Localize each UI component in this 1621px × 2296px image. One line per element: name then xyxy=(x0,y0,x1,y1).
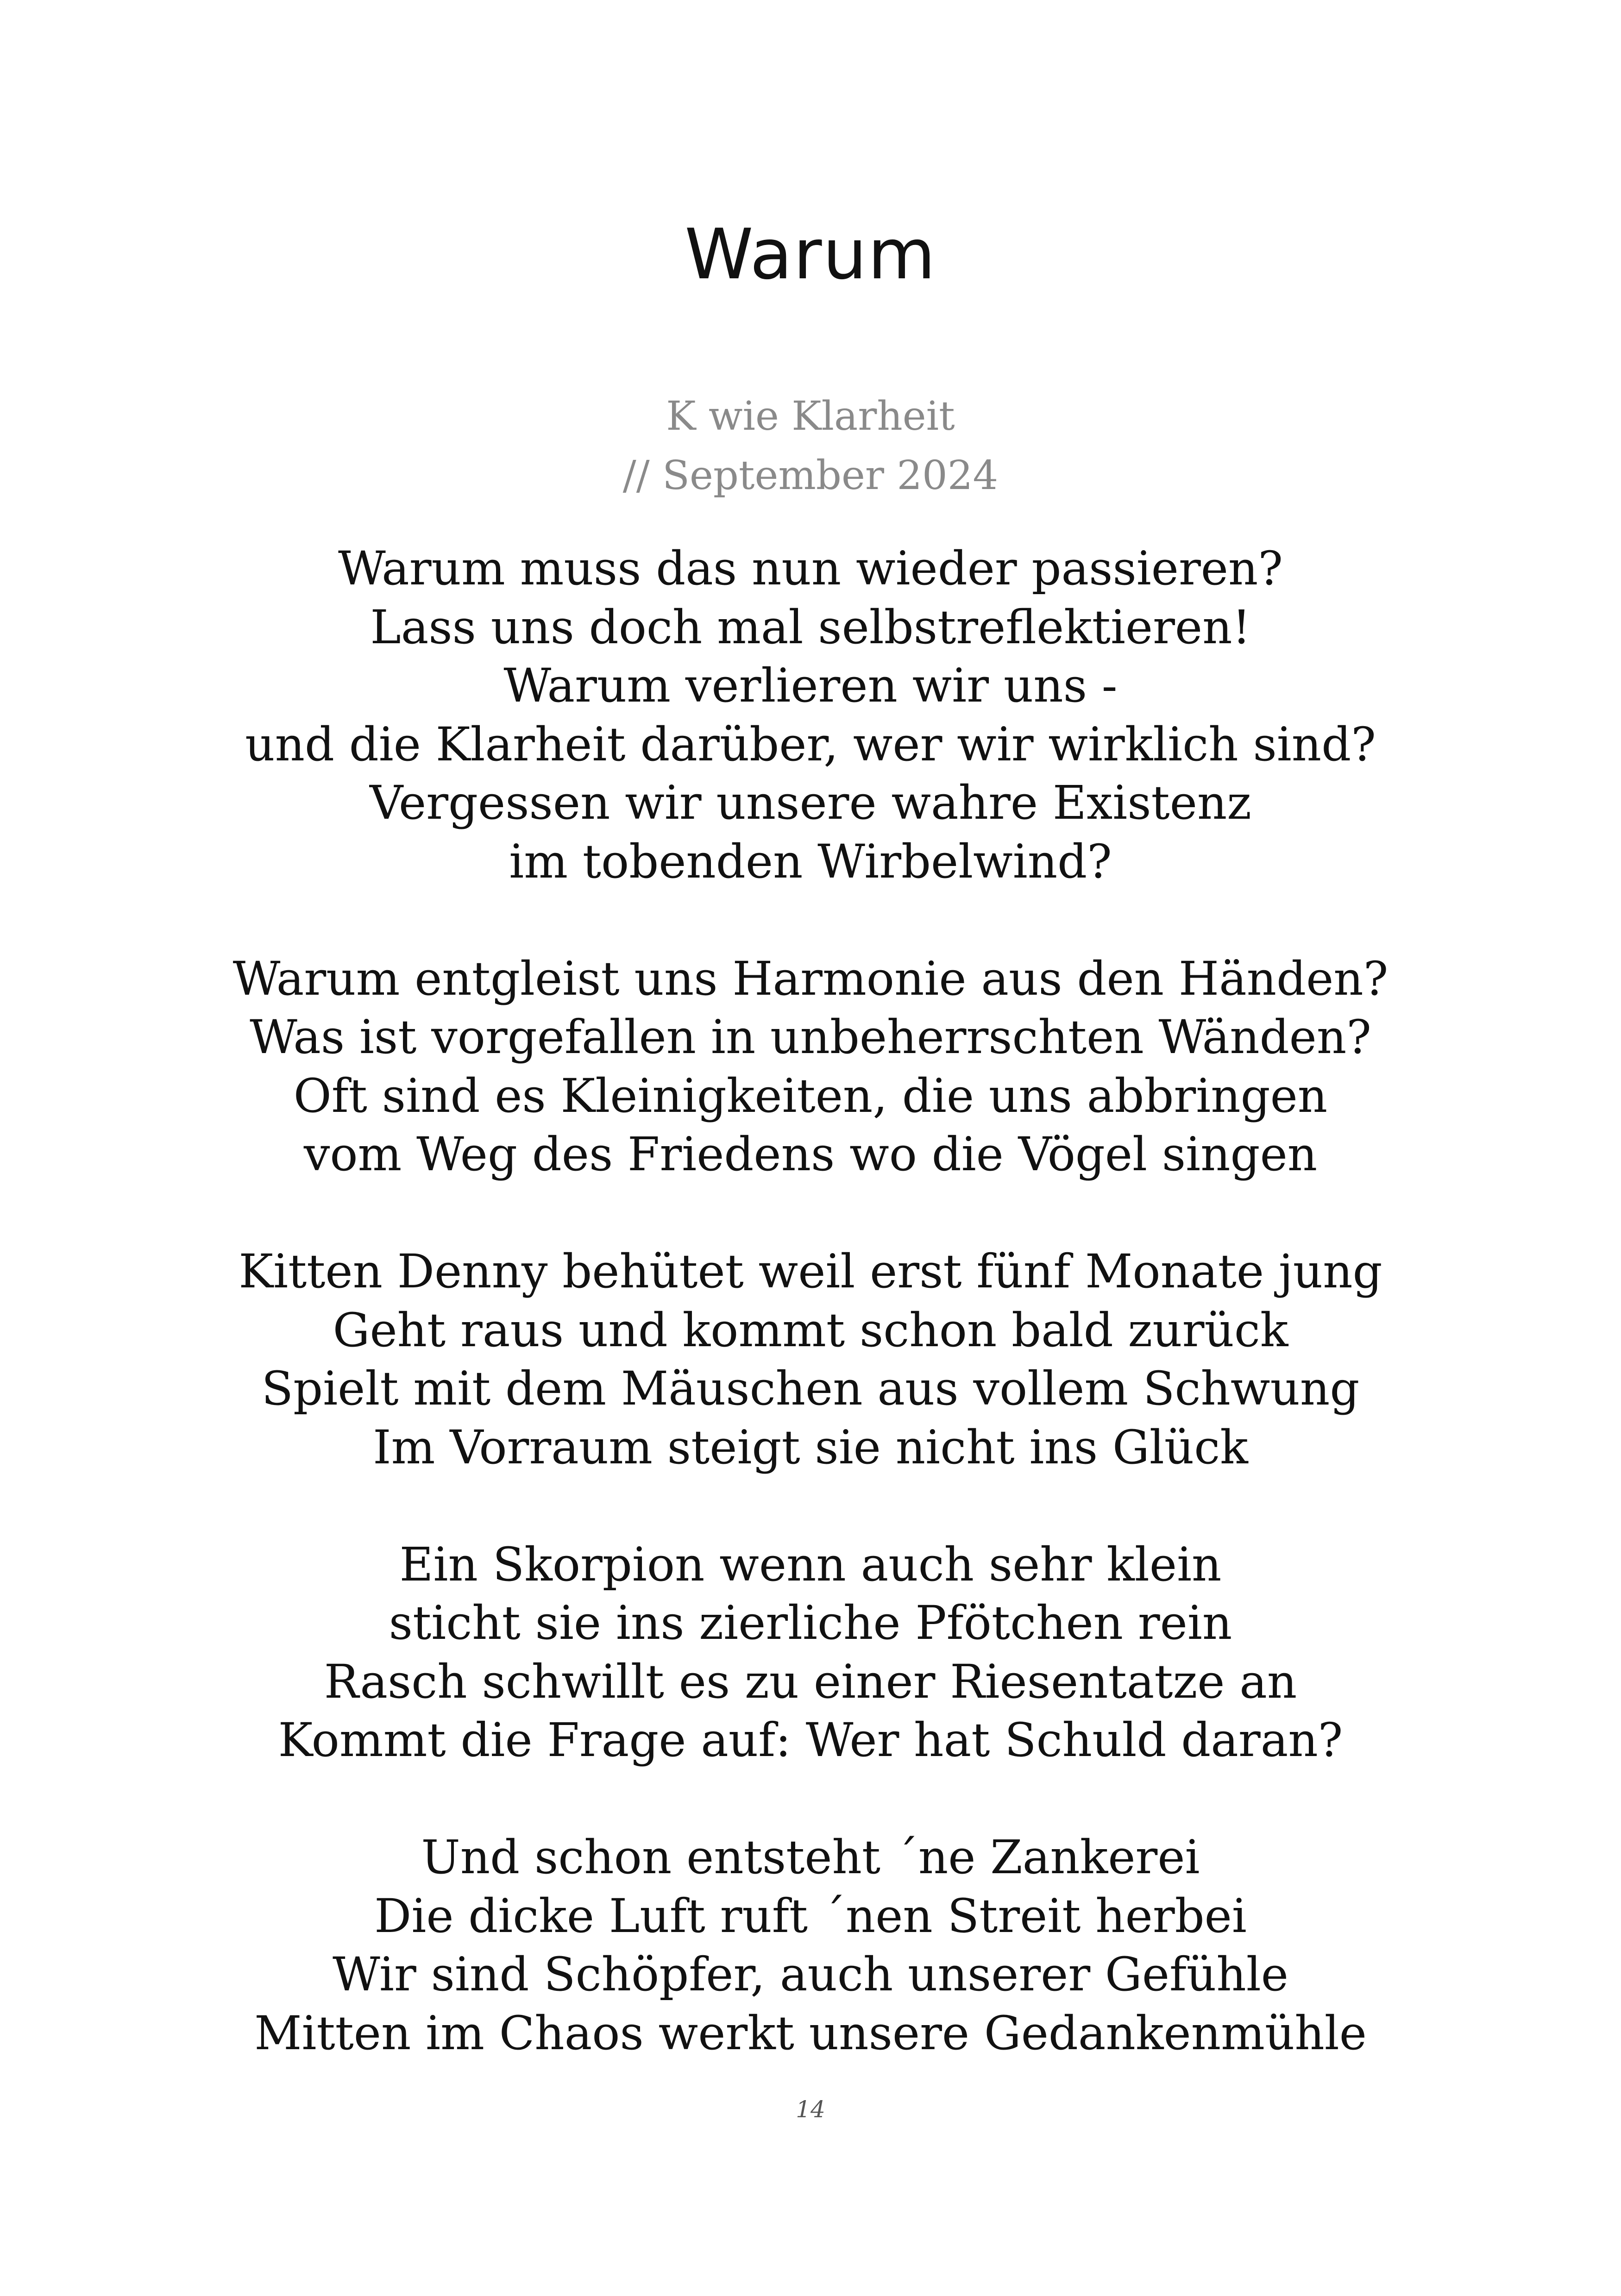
poem-line: Warum verlieren wir uns - xyxy=(503,659,1118,713)
poem-line: sticht sie ins zierliche Pfötchen rein xyxy=(389,1596,1232,1650)
poem-line: Lass uns doch mal selbstreflektieren! xyxy=(370,600,1251,654)
poem-line: Was ist vorgefallen in unbeherrschten Wänden? xyxy=(250,1010,1371,1064)
poem-line: im tobenden Wirbelwind? xyxy=(509,834,1112,889)
poem-line: Geht raus und kommt schon bald zurück xyxy=(333,1303,1288,1357)
poem-line: Ein Skorpion wenn auch sehr klein xyxy=(399,1537,1222,1592)
poem-line: Die dicke Luft ruft ´nen Streit herbei xyxy=(374,1888,1247,1943)
poem-line: Kitten Denny behütet weil erst fünf Monate jung xyxy=(239,1244,1382,1299)
poem-subtitle xyxy=(0,387,1621,505)
stanza xyxy=(0,1536,1621,1770)
subtitle-date: // September 2024 xyxy=(622,452,999,499)
poem-line: Spielt mit dem Mäuschen aus vollem Schwung xyxy=(261,1361,1360,1416)
poem-line: Und schon entsteht ´ne Zankerei xyxy=(421,1830,1200,1884)
poem-line: Im Vorraum steigt sie nicht ins Glück xyxy=(373,1420,1248,1474)
poem-line: vom Weg des Friedens wo die Vögel singen xyxy=(303,1127,1318,1181)
poem-line: Oft sind es Kleinigkeiten, die uns abbringen xyxy=(293,1068,1328,1123)
stanza xyxy=(0,1242,1621,1477)
stanza xyxy=(0,539,1621,891)
poem-line: Mitten im Chaos werkt unsere Gedankenmühle xyxy=(254,2006,1367,2060)
poem-line: und die Klarheit darüber, wer wir wirklich sind? xyxy=(245,717,1376,772)
poem-line: Wir sind Schöpfer, auch unserer Gefühle xyxy=(333,1947,1288,2001)
poem-body xyxy=(0,539,1621,2063)
stanza xyxy=(0,1828,1621,2063)
poem-line: Kommt die Frage auf: Wer hat Schuld daran? xyxy=(278,1713,1343,1767)
stanza xyxy=(0,950,1621,1184)
subtitle-collection: K wie Klarheit xyxy=(666,393,955,439)
page-number: 14 xyxy=(796,2096,825,2123)
poem-line: Warum entgleist uns Harmonie aus den Händen? xyxy=(232,951,1389,1006)
poem-line: Warum muss das nun wieder passieren? xyxy=(338,541,1283,596)
poem-line: Vergessen wir unsere wahre Existenz xyxy=(369,776,1251,830)
poem-line: Rasch schwillt es zu einer Riesentatze an xyxy=(324,1654,1297,1709)
poem-title: Warum xyxy=(685,214,936,295)
